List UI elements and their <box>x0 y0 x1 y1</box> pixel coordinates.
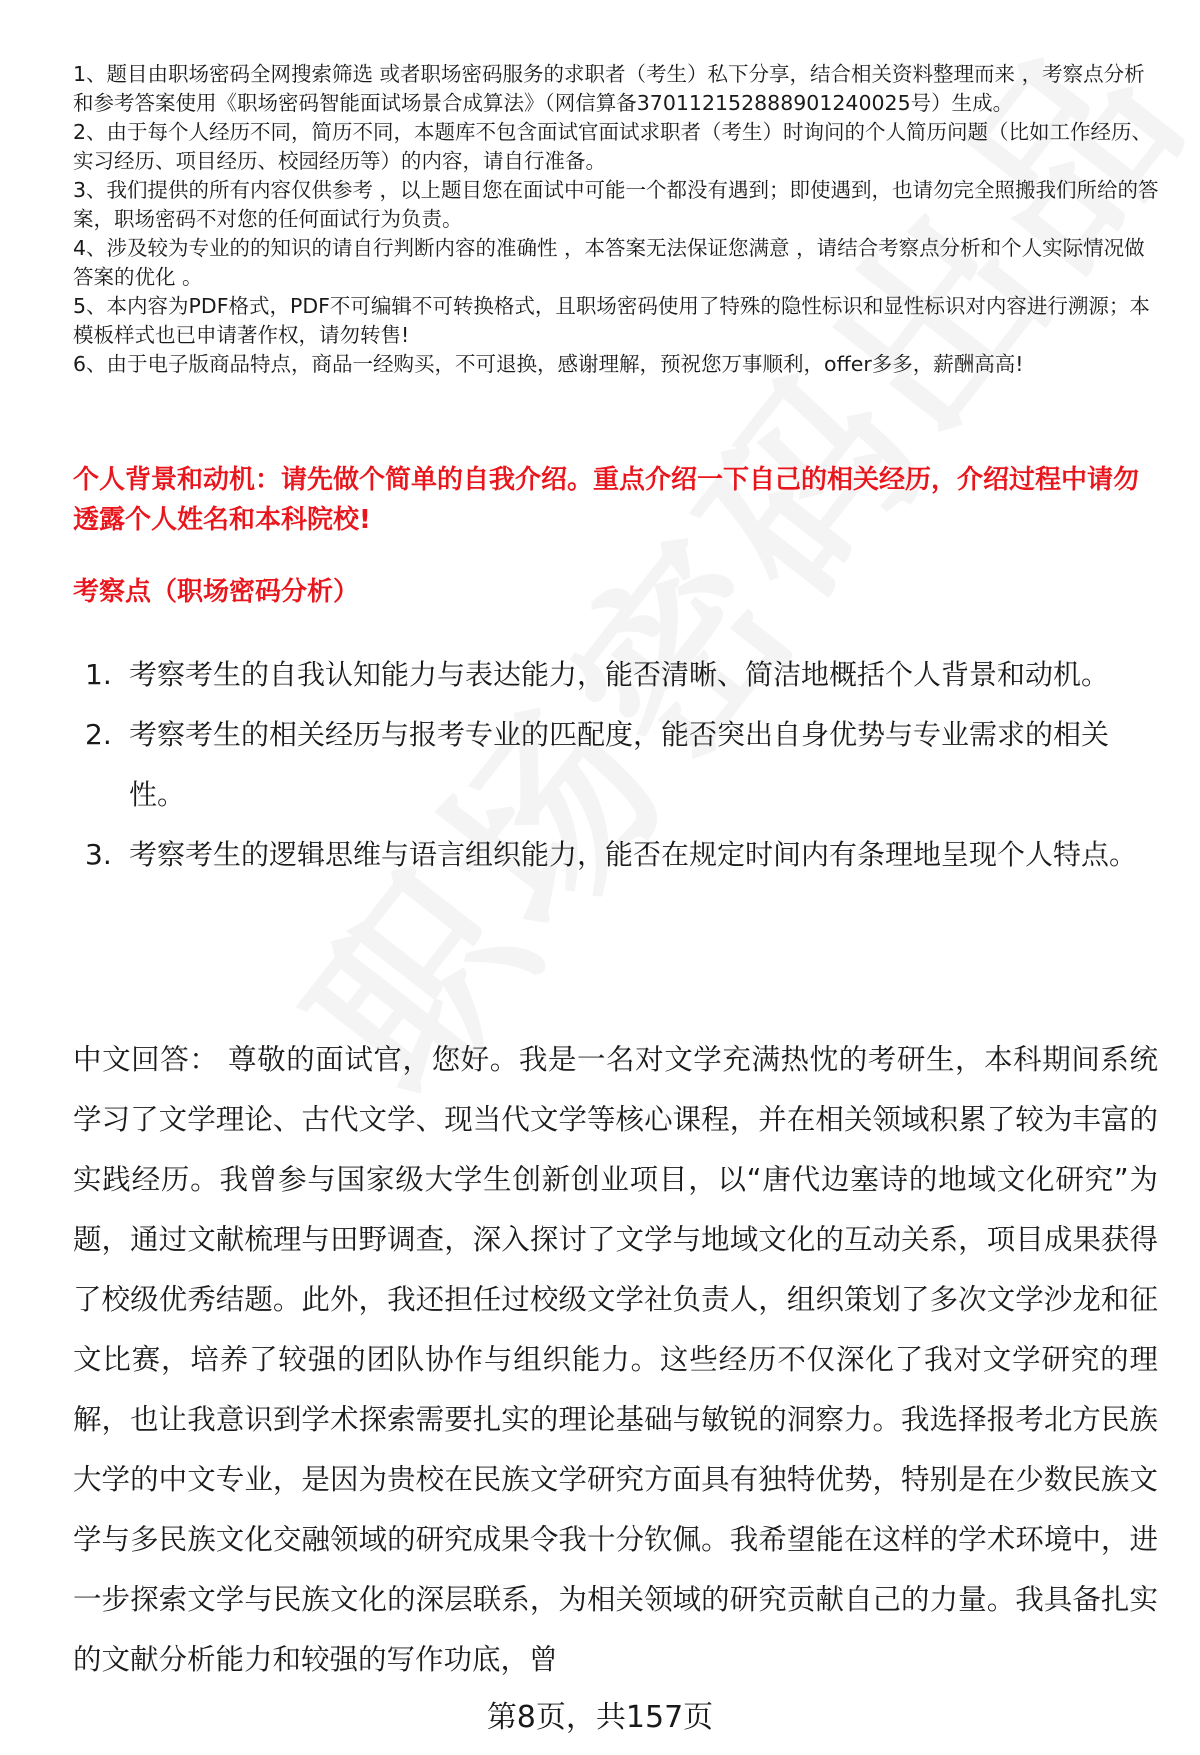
page-number: 第8页，共157页 <box>486 1700 714 1735</box>
disclaimer-item: 6、由于电子版商品特点，商品一经购买，不可退换，感谢理解，预祝您万事顺利，offer多多，薪酬高高! <box>73 352 1024 376</box>
disclaimer-item: 4、涉及较为专业的的知识的请自行判断内容的准确性 ，本答案无法保证您满意 ，请结合考察点分析和个人实际情况做答案的优化 。 <box>73 236 1145 289</box>
analysis-points-list <box>73 645 1153 885</box>
answer-paragraph: 中文回答： 尊敬的面试官，您好。我是一名对文学充满热忱的考研生，本科期间系统学习了文学理论、古代文学、现当代文学等核心课程，并在相关领域积累了较为丰富的实践经历。我曾参与国家级大学生创新创业项目，以“唐代边塞诗的地域文化研究”为题，通过文献梳理与田野调查，深入探讨了文学与地域文化的互动关系，项目成果获得了校级优秀结题。此外，我还担任过校级文学社负责人，组织策划了多次文学沙龙和征文比赛，培养了较强的团队协作与组织能力。这些经历不仅深化了我对文学研究的理解，也让我意识到学术探索需要扎实的理论基础与敏锐的洞察力。我选择报考北方民族大学的中文专业，是因为贵校在民族文学研究方面具有独特优势，特别是在少数民族文学与多民族文化交融领域的研究成果令我十分钦佩。我希望能在这样的学术环境中，进一步探索文学与民族文化的深层联系，为相关领域的研究贡献自己的力量。我具备扎实的文献分析能力和较强的写作功底，曾 <box>73 1043 1158 1676</box>
question-heading: 个人背景和动机：请先做个简单的自我介绍。重点介绍一下自己的相关经历，介绍过程中请勿透露个人姓名和本科院校! <box>73 465 1140 535</box>
disclaimer-item: 5、本内容为PDF格式，PDF不可编辑不可转换格式，且职场密码使用了特殊的隐性标识和显性标识对内容进行溯源；本模板样式也已申请著作权，请勿转售! <box>73 294 1150 347</box>
disclaimer-item: 1、题目由职场密码全网搜索筛选 或者职场密码服务的求职者（考生）私下分享，结合相关资料整理而来 ，考察点分析和参考答案使用《职场密码智能面试场景合成算法》（网信算备3701121528889012400​25号）生成。 <box>73 62 1145 115</box>
point-text: 考察考生的自我认知能力与表达能力，能否清晰、简洁地概括个人背景和动机。 <box>129 658 1110 691</box>
point-text: 考察考生的相关经历与报考专业的匹配度，能否突出自身优势与专业需求的相关性。 <box>129 718 1110 811</box>
analysis-section-title: 考察点（职场密码分析） <box>73 577 360 607</box>
point-number: 3. <box>85 838 112 871</box>
point-number: 2. <box>85 718 112 751</box>
analysis-point <box>73 825 1153 885</box>
disclaimer-item: 2、由于每个人经历不同，简历不同，本题库不包含面试官面试求职者（考生）时询问的个人简历问题（比如工作经历、实习经历、项目经历、校园经历等）的内容，请自行准备。 <box>73 120 1153 173</box>
analysis-point <box>73 645 1153 705</box>
point-text: 考察考生的逻辑思维与语言组织能力，能否在规定时间内有条理地呈现个人特点。 <box>129 838 1138 871</box>
disclaimer-block <box>73 60 1163 379</box>
analysis-point <box>73 705 1153 825</box>
point-number: 1. <box>85 658 112 691</box>
disclaimer-item: 3、我们提供的所有内容仅供参考 ，以上题目您在面试中可能一个都没有遇到；即使遇到，也请勿完全照搬我们所给的答案，职场密码不对您的任何面试行为负责。 <box>73 178 1159 231</box>
